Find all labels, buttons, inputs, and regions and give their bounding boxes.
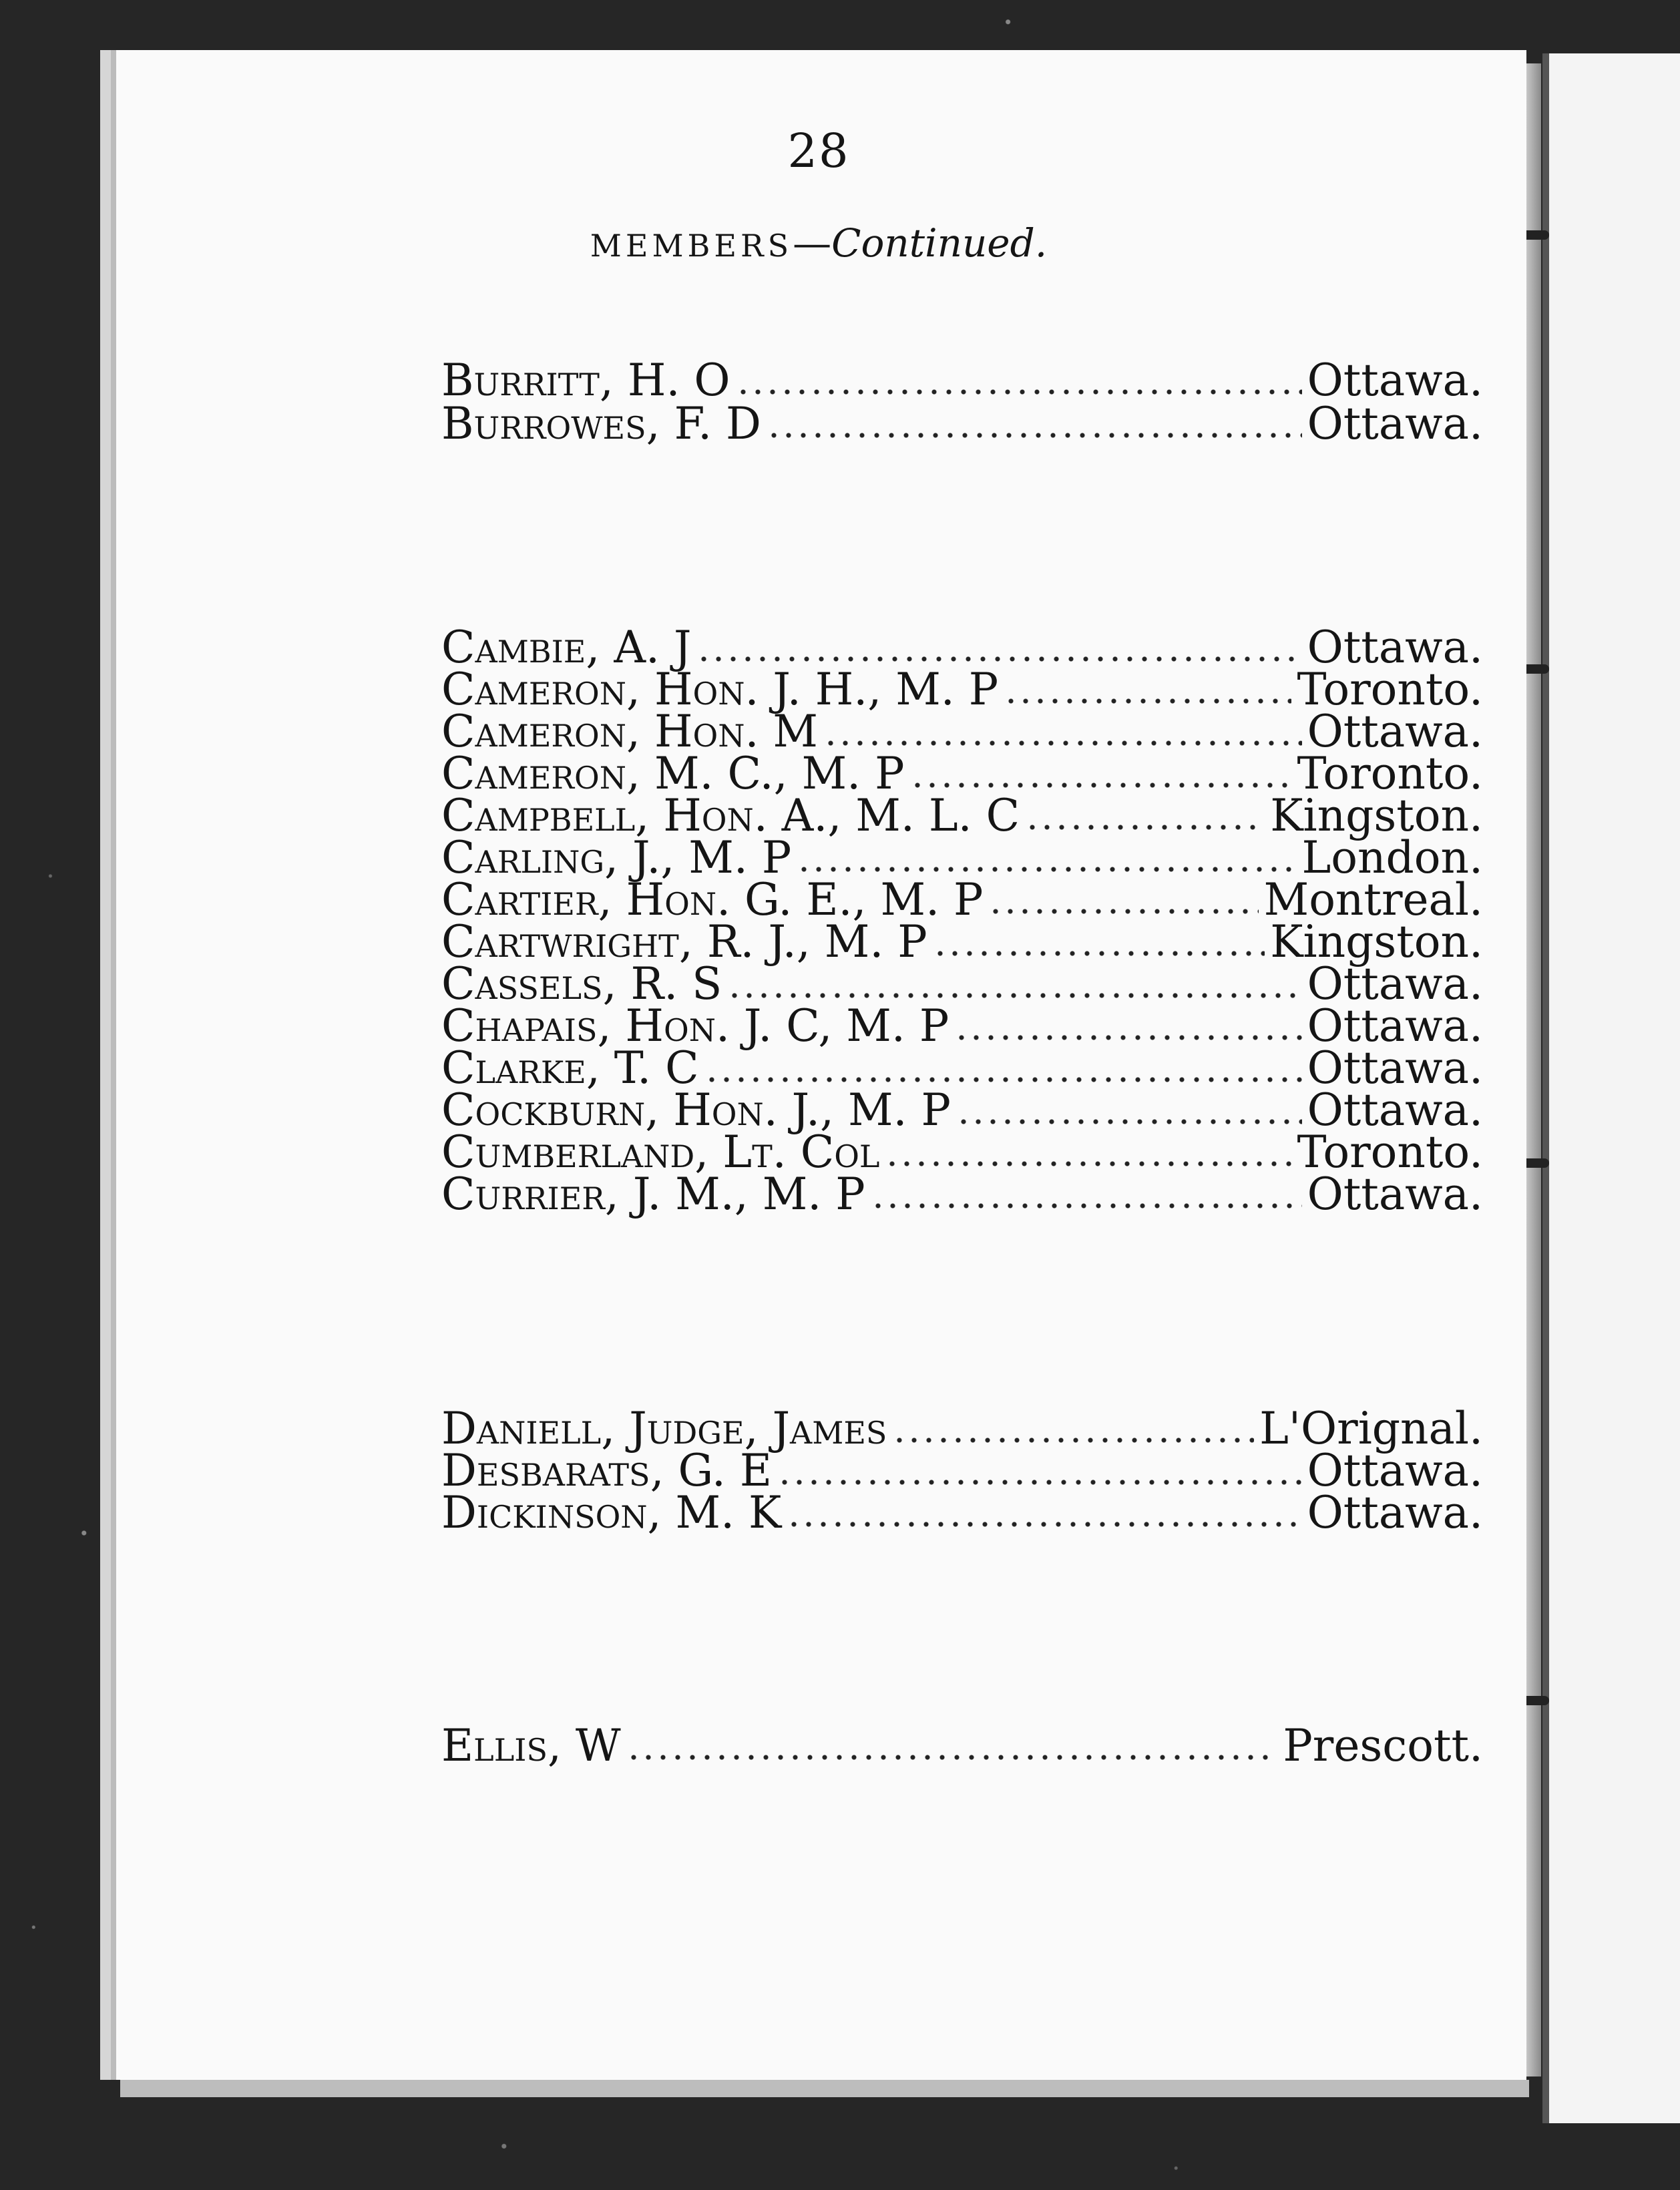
member-name: Ellis, W <box>441 1720 621 1771</box>
member-name: Cartwright, R. J., M. P <box>441 916 927 967</box>
member-place: Toronto. <box>1297 1126 1483 1178</box>
member-entry <box>441 1719 1483 1773</box>
member-place: Prescott. <box>1283 1720 1483 1771</box>
dot-leader <box>1004 698 1291 704</box>
member-place: London. <box>1301 832 1483 883</box>
member-place: Ottawa. <box>1307 1000 1483 1052</box>
member-name: Cartier, Hon. G. E., M. P <box>441 874 984 925</box>
dot-leader <box>954 1034 1301 1041</box>
member-name: Carling, J., M. P <box>441 832 792 883</box>
member-name: Cambie, A. J <box>441 622 692 673</box>
facing-page-edge <box>1542 53 1680 2123</box>
running-head-continued: Continued. <box>831 220 1048 266</box>
dot-leader <box>885 1160 1291 1167</box>
member-place: Ottawa. <box>1307 1042 1483 1094</box>
dot-leader <box>1025 824 1265 831</box>
member-name: Currier, J. M., M. P <box>441 1168 865 1220</box>
member-place: Toronto. <box>1297 664 1483 715</box>
dot-leader <box>727 992 1301 999</box>
member-place: L'Orignal. <box>1259 1403 1483 1454</box>
dot-leader <box>736 389 1302 395</box>
member-place: Ottawa. <box>1307 1487 1483 1538</box>
member-place: Ottawa. <box>1307 1084 1483 1136</box>
running-head-title: MEMBERS <box>590 228 793 264</box>
member-name: Cameron, M. C., M. P <box>441 748 905 799</box>
dot-leader <box>988 908 1258 915</box>
dot-leader <box>933 950 1265 957</box>
dot-leader <box>797 866 1296 873</box>
dot-leader <box>910 782 1292 789</box>
member-name: Dickinson, M. K <box>441 1487 782 1538</box>
running-head-separator: — <box>793 220 832 266</box>
member-place: Montreal. <box>1263 874 1483 925</box>
member-place: Toronto. <box>1297 748 1483 799</box>
page-bottom-edge <box>120 2080 1529 2097</box>
member-place: Kingston. <box>1270 916 1483 967</box>
member-entry <box>441 1486 1483 1540</box>
member-name: Burrowes, F. D <box>441 398 761 449</box>
member-name: Clarke, T. C <box>441 1042 699 1094</box>
dot-leader <box>892 1437 1254 1444</box>
member-name: Campbell, Hon. A., M. L. C <box>441 790 1020 841</box>
member-place: Ottawa. <box>1307 355 1483 406</box>
member-place: Ottawa. <box>1307 706 1483 757</box>
member-name: Cumberland, Lt. Col <box>441 1126 880 1178</box>
book-page <box>100 50 1526 2080</box>
dot-leader <box>704 1076 1302 1083</box>
member-name: Cameron, Hon. M <box>441 706 819 757</box>
member-name: Desbarats, G. E <box>441 1445 773 1496</box>
member-place: Kingston. <box>1270 790 1483 841</box>
member-name: Chapais, Hon. J. C, M. P <box>441 1000 950 1052</box>
member-place: Ottawa. <box>1307 622 1483 673</box>
running-head <box>111 220 1526 266</box>
member-place: Ottawa. <box>1307 1168 1483 1220</box>
dot-leader <box>871 1202 1302 1209</box>
dot-leader <box>787 1521 1301 1528</box>
member-name: Cameron, Hon. J. H., M. P <box>441 664 999 715</box>
dot-leader <box>956 1118 1302 1125</box>
dot-leader <box>626 1754 1278 1761</box>
dot-leader <box>696 656 1301 662</box>
member-place: Ottawa. <box>1307 1445 1483 1496</box>
dot-leader <box>767 432 1302 439</box>
page-number: 28 <box>787 124 850 178</box>
member-place: Ottawa. <box>1307 958 1483 1010</box>
member-entry <box>441 1168 1483 1221</box>
member-place: Ottawa. <box>1307 398 1483 449</box>
dot-leader <box>777 1479 1302 1486</box>
page-content <box>111 50 1526 2080</box>
member-name: Cassels, R. S <box>441 958 722 1010</box>
dot-leader <box>823 740 1302 746</box>
member-name: Daniell, Judge, James <box>441 1403 887 1454</box>
member-name: Cockburn, Hon. J., M. P <box>441 1084 951 1136</box>
member-name: Burritt, H. O <box>441 355 730 406</box>
member-entry <box>441 397 1483 451</box>
